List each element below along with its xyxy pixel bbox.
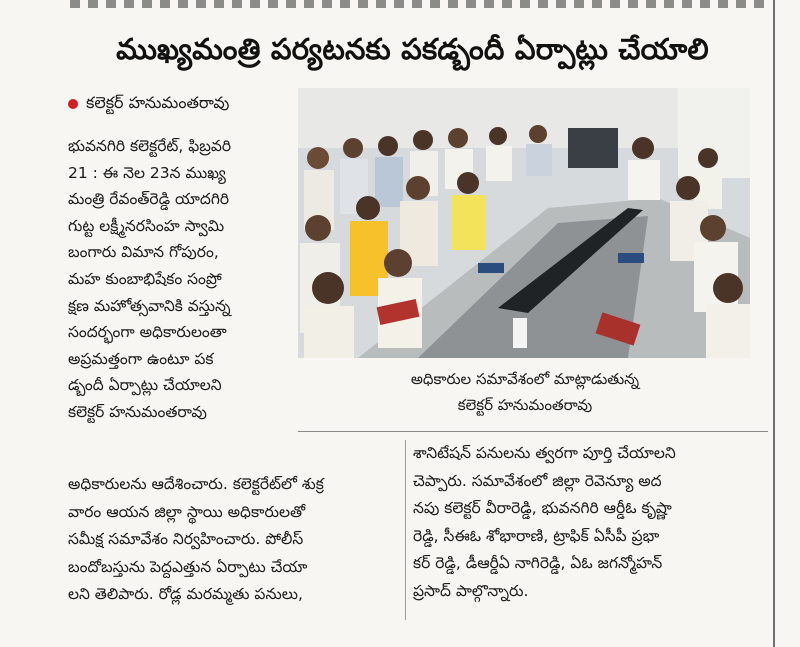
caption-line: అధికారుల సమావేశంలో మాట్లాడుతున్న — [410, 370, 640, 388]
article-line: మంత్రి రేవంత్‌రెడ్డి యాదగిరి — [68, 190, 230, 209]
byline-text: కలెక్టర్ హనుమంతరావు — [86, 92, 230, 112]
headline: ముఖ్యమంత్రి పర్యటనకు పకడ్బందీ ఏర్పాట్లు చేయాలి — [116, 32, 709, 66]
article-line: రెడ్డి, సీఈఓ శోభారాణి, ట్రాఫిక్ ఏసీపీ ప్రభా — [413, 526, 660, 545]
article-line: డ్బందీ ఏర్పాట్లు చేయాలని — [68, 376, 222, 395]
article-line: కలెక్టర్ హనుమంతరావు — [68, 402, 207, 421]
article-line: సమీక్ష సమావేశం నిర్వహించారు. పోలీస్ — [68, 530, 304, 548]
article-line: బంగారు విమాన గోపురం, — [68, 243, 219, 262]
article-line: భువనగిరి కలెక్టరేట్, ఫిబ్రవరి — [68, 137, 232, 155]
column-divider — [405, 440, 406, 620]
page-border-rule — [773, 0, 775, 647]
article-line: అప్రమత్తంగా ఉంటూ పక — [68, 349, 214, 368]
article-line: బందోబస్తును పెద్దఎత్తున ఏర్పాటు చేయా — [68, 557, 308, 576]
article-line: శానిటేషన్ పనులను త్వరగా పూర్తి చేయాలని — [413, 444, 676, 462]
article-column-right — [413, 440, 755, 605]
caption-divider — [298, 431, 768, 432]
caption-line: కలెక్టర్ హనుమంతరావు — [457, 396, 593, 414]
photo-caption — [300, 366, 750, 426]
article-line: అధికారులను ఆదేశించారు. కలెక్టరేట్‌లో శుక్ర — [68, 475, 324, 493]
meeting-photo-illustration — [298, 88, 750, 358]
byline — [68, 92, 298, 116]
red-bullet-icon — [68, 99, 78, 109]
meeting-photo — [298, 88, 750, 358]
article-line: వారం ఆయన జిల్లా స్థాయి అధికారులతో — [68, 502, 306, 521]
article-line: నపు కలెక్టర్ వీరారెడ్డి, భువనగిరి ఆర్డీఓ కృష్ణా — [413, 499, 672, 517]
article-line: సందర్భంగా అధికారులంతా — [68, 323, 227, 342]
article-line: ప్రసాద్ పాల్గొన్నారు. — [413, 581, 529, 600]
article-column-left-bottom — [68, 471, 398, 609]
article-line: 21 : ఈ నెల 23న ముఖ్య — [68, 163, 226, 182]
article-line: లని తెలిపారు. రోడ్ల మరమ్మతు పనులు, — [68, 585, 303, 603]
article-column-left — [68, 133, 293, 426]
article-line: చెప్పారు. సమావేశంలో జిల్లా రెవెన్యూ అద — [413, 471, 662, 490]
article-line: గుట్ట లక్ష్మీనరసింహ స్వామి — [68, 216, 225, 235]
article-line: మహ కుంబాభిషేకం సంప్రో — [68, 269, 222, 288]
article-line: క్షణ మహోత్సవానికి వస్తున్న — [68, 296, 231, 315]
article-line: కర్ రెడ్డి, డీఆర్డీఏ నాగిరెడ్డి, ఏఓ జగన్మోహన్ — [413, 554, 663, 572]
clipping-top-edge — [70, 0, 770, 8]
